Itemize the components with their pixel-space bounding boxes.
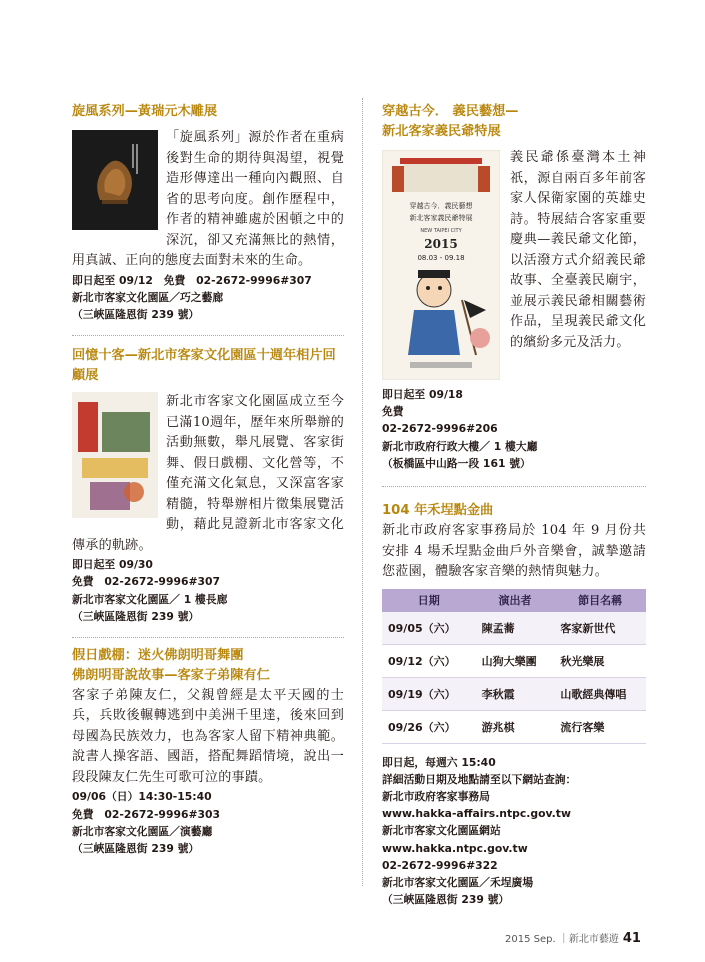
section-divider xyxy=(382,486,646,487)
section-subtitle: 佛朗明哥說故事—客家子弟陳有仁 xyxy=(72,667,270,683)
section-body: 新北市政府客家事務局於 104 年 9 月份共安排 4 場禾埕點金曲戶外音樂會，誠摯邀請您蒞園，體驗客家音樂的熱情與魅力。 xyxy=(382,523,646,580)
yimin-poster xyxy=(382,150,500,380)
info-line: 即日起至 09/12 免費 02-2672-9996#307 xyxy=(72,273,312,287)
info-line: 09/06（日）14:30-15:40 xyxy=(72,790,212,804)
section-photo-exhibit xyxy=(72,346,344,625)
table-row xyxy=(382,710,646,743)
section-info xyxy=(72,788,344,857)
section-divider xyxy=(72,637,344,638)
section-info xyxy=(72,556,344,625)
wood-carving-image xyxy=(72,130,158,230)
info-line: （板橋區中山路一段 161 號） xyxy=(382,456,531,470)
section-body: 新北市客家文化園區成立至今已滿10週年，歷年來所舉辦的活動無數，舉凡展覽、客家街舞、假日戲棚、文化營等，不僅充滿文化氣息，又深富客家精髓，特舉辦相片徵集展覽活動，藉此見證新北市客家文化傳承的軌跡。 xyxy=(72,394,344,553)
info-line: 新北市政府客家事務局 xyxy=(382,789,490,803)
table-header-row xyxy=(382,589,646,612)
cell-performer: 游兆棋 xyxy=(476,710,555,743)
cell-performer: 李秋霞 xyxy=(476,677,555,710)
section-title: 回憶十客—新北市客家文化園區十週年相片回顧展 xyxy=(72,348,336,384)
section-title: 假日戲棚：迷火佛朗明哥舞團 xyxy=(72,647,244,663)
section-divider xyxy=(72,335,344,336)
poster-text-2: 新北客家義民爺特展 xyxy=(409,214,473,222)
cell-program: 客家新世代 xyxy=(554,612,646,645)
section-title: 旋風系列—黃瑞元木雕展 xyxy=(72,104,218,119)
table-row xyxy=(382,644,646,677)
info-line: 免費 02-2672-9996#307 xyxy=(72,575,221,589)
cell-performer: 陳孟蕎 xyxy=(476,612,555,645)
website-link[interactable]: www.hakka.ntpc.gov.tw xyxy=(382,841,528,855)
section-subtitle: 新北客家義民爺特展 xyxy=(382,124,501,139)
info-line: （三峽區隆恩街 239 號） xyxy=(382,893,510,907)
info-line: 即日起至 09/18 xyxy=(382,388,463,401)
cell-performer: 山狗大樂團 xyxy=(476,644,555,677)
section-body: 義民爺係臺灣本土神祇，源自兩百多年前客家人保衛家園的英雄史詩。特展結合客家重要慶典—義民爺文化節，以活潑方式介紹義民爺故事、全臺義民廟宇，並展示義民爺相關藝術作品，呈現義民爺文化的繽紛多元及活力。 xyxy=(510,150,646,350)
cell-date: 09/19（六） xyxy=(382,677,476,710)
poster-text-3: NEW TAIPEI CITY xyxy=(420,228,462,234)
section-info xyxy=(382,384,646,472)
page-number: 41 xyxy=(622,931,641,946)
left-column xyxy=(72,102,344,857)
poster-text-1: 穿越古今．義民藝想 xyxy=(409,202,473,210)
cell-program: 山歌經典傳唱 xyxy=(554,677,646,710)
cell-date: 09/26（六） xyxy=(382,710,476,743)
info-line: （三峽區隆恩街 239 號） xyxy=(72,842,200,856)
section-yimin xyxy=(382,102,646,472)
section-wood-carving xyxy=(72,102,344,323)
cell-date: 09/05（六） xyxy=(382,612,476,645)
info-line: 02-2672-9996#206 xyxy=(382,422,498,436)
info-line: 免費 xyxy=(382,405,404,419)
cell-program: 秋光樂展 xyxy=(554,644,646,677)
section-title: 104 年禾埕點金曲 xyxy=(382,503,494,519)
header-date: 日期 xyxy=(382,589,476,612)
info-line: 02-2672-9996#322 xyxy=(382,858,498,872)
info-line: 新北市客家文化園區／禾埕廣場 xyxy=(382,875,534,889)
info-line: 即日起至 09/30 xyxy=(72,558,153,572)
info-line: 即日起，每週六 15:40 xyxy=(382,755,496,769)
info-line: 詳細活動日期及地點請至以下網站查詢： xyxy=(382,772,577,786)
right-column xyxy=(382,102,646,908)
table-row xyxy=(382,612,646,645)
column-divider xyxy=(362,98,363,886)
website-link[interactable]: www.hakka-affairs.ntpc.gov.tw xyxy=(382,807,571,821)
info-line: （三峽區隆恩街 239 號） xyxy=(72,307,200,321)
section-title: 穿越古今． 義民藝想— xyxy=(382,104,519,119)
info-line: 新北市客家文化園區網站 xyxy=(382,824,501,838)
header-performer: 演出者 xyxy=(476,589,555,612)
page-footer xyxy=(505,930,641,946)
section-flamenco xyxy=(72,646,344,857)
section-body: 客家子弟陳友仁，父親曾經是太平天國的士兵，兵敗後輾轉逃到中美洲千里達，後來回到母國為民族效力，也為客家人留下精神典範。說書人操客語、國語，搭配舞蹈情境，說出一段段陳友仁先生可歌可泣的事蹟。 xyxy=(72,687,344,785)
cell-program: 流行客樂 xyxy=(554,710,646,743)
cell-date: 09/12（六） xyxy=(382,644,476,677)
poster-dates: 08.03 - 09.18 xyxy=(417,254,465,262)
section-info xyxy=(72,272,344,324)
section-body: 「旋風系列」源於作者在重病後對生命的期待與渴望，視覺造形傳達出一種向內觀照、自省的思考向度。創作歷程中，作者的精神雖處於困頓之中的深沉，卻又充滿無比的熱情，用真誠、正向的態度去面對未來的生命。 xyxy=(72,130,344,268)
issue-label: 2015 Sep. ｜新北市藝遊 xyxy=(505,934,619,945)
info-line: 免費 02-2672-9996#303 xyxy=(72,807,221,821)
info-line: 新北市客家文化園區／ 1 樓長廊 xyxy=(72,592,228,606)
photo-exhibit-poster xyxy=(72,392,158,518)
poster-year: 2015 xyxy=(424,237,458,251)
header-program: 節目名稱 xyxy=(554,589,646,612)
table-row xyxy=(382,677,646,710)
section-concert xyxy=(382,501,646,908)
concert-schedule-table xyxy=(382,589,646,744)
info-line: （三峽區隆恩街 239 號） xyxy=(72,609,200,623)
section-info xyxy=(382,754,646,909)
info-line: 新北市客家文化園區／巧之藝廊 xyxy=(72,290,224,304)
info-line: 新北市客家文化園區／演藝廳 xyxy=(72,824,213,838)
info-line: 新北市政府行政大樓／ 1 樓大廳 xyxy=(382,439,538,453)
